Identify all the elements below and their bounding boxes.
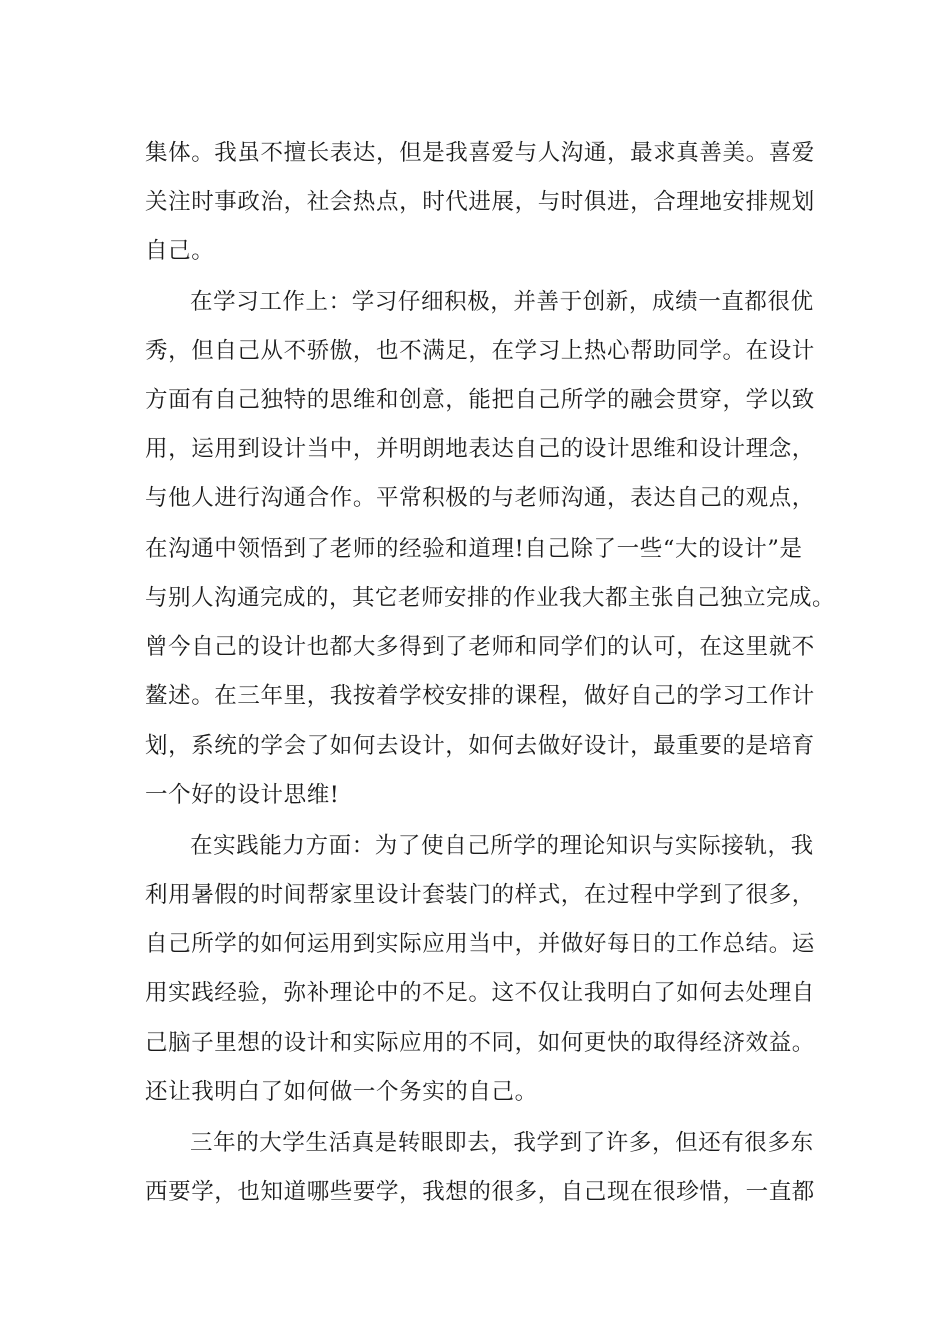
paragraph-first-line: 三年的大学生活真是转眼即去，我学到了许多，但还有很多东 (190, 1130, 814, 1156)
text-line: 曾今自己的设计也都大多得到了老师和同学们的认可，在这里就不 (145, 634, 815, 660)
text-line: 关注时事政治，社会热点，时代进展，与时俱进，合理地安排规划 (145, 189, 815, 215)
paragraph-first-line: 在学习工作上：学习仔细积极，并善于创新，成绩一直都很优 (190, 289, 814, 315)
text-line: 己脑子里想的设计和实际应用的不同，如何更快的取得经济效益。 (145, 1030, 815, 1056)
text-line: 还让我明白了如何做一个务实的自己。 (145, 1079, 538, 1105)
text-line: 自己所学的如何运用到实际应用当中，并做好每日的工作总结。运 (145, 931, 815, 957)
paragraph-first-line: 在实践能力方面：为了使自己所学的理论知识与实际接轨，我 (190, 833, 814, 859)
text-line: 在沟通中领悟到了老师的经验和道理!自己除了一些“大的设计”是 (145, 536, 803, 562)
text-line: 方面有自己独特的思维和创意，能把自己所学的融会贯穿，学以致 (145, 387, 815, 413)
text-line: 集体。我虽不擅长表达，但是我喜爱与人沟通，最求真善美。喜爱 (145, 140, 815, 166)
text-line: 用，运用到设计当中，并明朗地表达自己的设计思维和设计理念， (145, 436, 815, 462)
text-line: 鳌述。在三年里，我按着学校安排的课程，做好自己的学习工作计 (145, 683, 815, 709)
text-line: 一个好的设计思维! (145, 782, 340, 808)
text-line: 利用暑假的时间帮家里设计套装门的样式，在过程中学到了很多， (145, 882, 815, 908)
text-line: 与别人沟通完成的，其它老师安排的作业我大都主张自己独立完成。 (145, 585, 836, 611)
text-line: 秀，但自己从不骄傲，也不满足，在学习上热心帮助同学。在设计 (145, 338, 815, 364)
text-line: 西要学，也知道哪些要学，我想的很多，自己现在很珍惜，一直都 (145, 1179, 815, 1205)
text-line: 用实践经验，弥补理论中的不足。这不仅让我明白了如何去处理自 (145, 980, 815, 1006)
text-line: 划，系统的学会了如何去设计，如何去做好设计，最重要的是培育 (145, 733, 815, 759)
text-line: 与他人进行沟通合作。平常积极的与老师沟通，表达自己的观点， (145, 485, 815, 511)
text-line: 自己。 (145, 238, 215, 264)
